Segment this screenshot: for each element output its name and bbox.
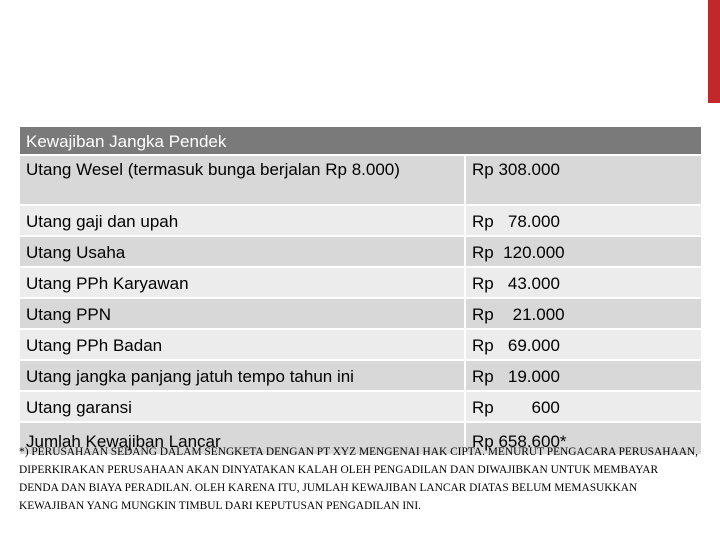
row-label: Utang PPN bbox=[20, 299, 466, 328]
row-amount: Rp 43.000 bbox=[466, 268, 701, 297]
row-label: Utang Usaha bbox=[20, 237, 466, 266]
total-label: Jumlah Kewajiban Lancar bbox=[20, 423, 466, 454]
row-amount: Rp 308.000 bbox=[466, 156, 701, 204]
row-label: Utang garansi bbox=[20, 392, 466, 421]
table-row bbox=[20, 156, 701, 206]
table-header: Kewajiban Jangka Pendek bbox=[20, 127, 701, 156]
liabilities-table bbox=[20, 127, 701, 456]
accent-bar bbox=[708, 0, 720, 103]
row-amount: Rp 78.000 bbox=[466, 206, 701, 235]
footnote: *) PERUSAHAAN SEDANG DALAM SENGKETA DENGAN PT XYZ MENGENAI HAK CIPTA. MENURUT PENGACARA PERUSAHAAN, DIPERKIRAKAN PERUSAHAAN AKAN DINYATAKAN KALAH OLEH PENGADILAN DAN DIWAJIBKAN UNTUK MEMBAYAR DENDA DAN BIAYA PERADILAN. OLEH KARENA ITU, JUMLAH KEWAJIBAN LANCAR DIATAS BELUM MEMASUKKAN KEWAJIBAN YANG MUNGKIN TIMBUL DARI KEPUTUSAN PENGADILAN INI. bbox=[19, 446, 698, 512]
row-label: Utang gaji dan upah bbox=[20, 206, 466, 235]
row-amount: Rp 600 bbox=[466, 392, 701, 421]
row-label: Utang PPh Badan bbox=[20, 330, 466, 359]
row-amount: Rp 19.000 bbox=[466, 361, 701, 390]
row-label: Utang Wesel (termasuk bunga berjalan Rp 8.000) bbox=[20, 156, 466, 204]
table-row bbox=[20, 392, 701, 423]
table-row bbox=[20, 206, 701, 237]
row-label: Utang jangka panjang jatuh tempo tahun ini bbox=[20, 361, 466, 390]
table-row bbox=[20, 361, 701, 392]
table-row bbox=[20, 268, 701, 299]
table-row bbox=[20, 299, 701, 330]
row-amount: Rp 69.000 bbox=[466, 330, 701, 359]
row-amount: Rp 120.000 bbox=[466, 237, 701, 266]
row-amount: Rp 21.000 bbox=[466, 299, 701, 328]
total-amount: Rp 658.600* bbox=[466, 423, 701, 454]
table-row bbox=[20, 330, 701, 361]
table-row bbox=[20, 237, 701, 268]
row-label: Utang PPh Karyawan bbox=[20, 268, 466, 297]
